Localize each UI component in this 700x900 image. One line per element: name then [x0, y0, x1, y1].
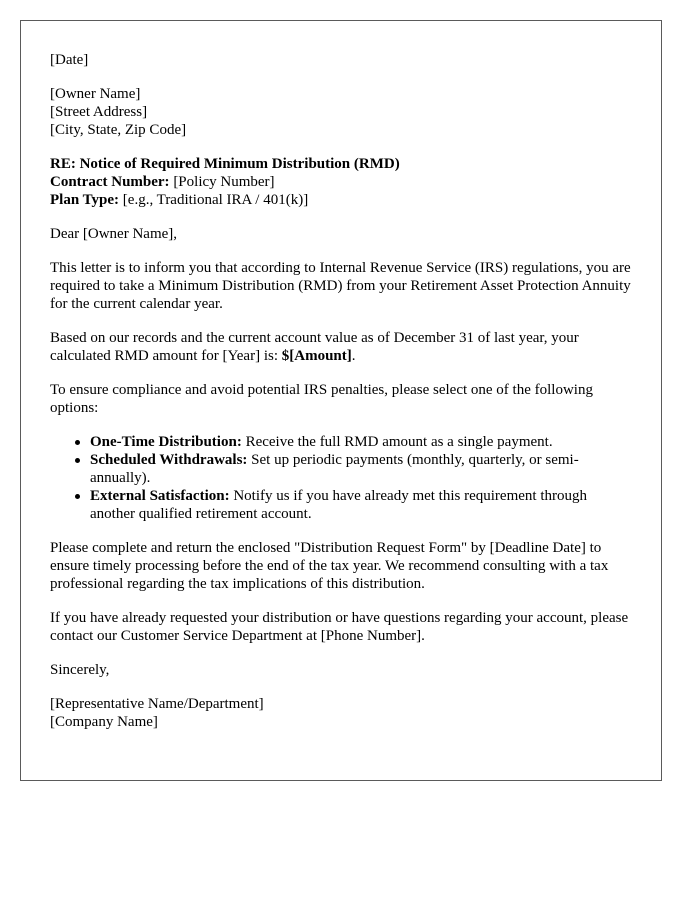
option-label: External Satisfaction:: [90, 488, 230, 504]
re-line-text: RE: Notice of Required Minimum Distribution (RMD): [50, 156, 400, 172]
signature-company: [Company Name]: [50, 714, 158, 730]
contract-value: [Policy Number]: [169, 174, 275, 190]
signature-block: [50, 695, 635, 731]
paragraph-intro: This letter is to inform you that according to Internal Revenue Service (IRS) regulations, you are required to take a Minimum Distribution (RMD) from your Retirement Asset Protection Annuity for the current calendar year.: [50, 260, 631, 312]
paragraph-form-instructions: Please complete and return the enclosed "Distribution Request Form" by [Deadline Date] to ensure timely processing before the end of the tax year. We recommend consulting with a tax professional regarding the tax implications of this distribution.: [50, 540, 609, 592]
plan-value: [e.g., Traditional IRA / 401(k)]: [119, 192, 309, 208]
recipient-city-state-zip: [City, State, Zip Code]: [50, 122, 187, 138]
re-line: [50, 155, 635, 173]
rmd-amount-period: .: [351, 348, 356, 364]
letter-page: [20, 20, 662, 781]
paragraph-rmd-amount: [50, 329, 635, 365]
plan-type-line: [50, 191, 635, 209]
option-text: Receive the full RMD amount as a single payment.: [241, 434, 553, 450]
signature-name: [Representative Name/Department]: [50, 696, 264, 712]
option-text: Set up periodic payments (monthly, quarterly, or semi-annually).: [90, 452, 579, 486]
option-text: Notify us if you have already met this requirement through another qualified retirement account.: [90, 488, 587, 522]
recipient-address: [50, 85, 635, 139]
rmd-amount-text: Based on our records and the current account value as of December 31 of last year, your calculated RMD amount for [Year] is:: [50, 330, 579, 364]
recipient-street: [Street Address]: [50, 104, 148, 120]
options-list: [50, 433, 635, 523]
contract-label: Contract Number:: [50, 174, 170, 190]
list-item: [90, 433, 635, 451]
list-item: [90, 451, 635, 487]
list-item: [90, 487, 635, 523]
closing: Sincerely,: [50, 662, 110, 678]
option-label: Scheduled Withdrawals:: [90, 452, 248, 468]
paragraph-contact: If you have already requested your distribution or have questions regarding your account, please contact our Customer Service Department at [Phone Number].: [50, 610, 629, 644]
letter-body: [50, 51, 635, 731]
reference-block: [50, 155, 635, 209]
letter-date: [Date]: [50, 52, 89, 68]
plan-label: Plan Type:: [50, 192, 120, 208]
paragraph-options-intro: To ensure compliance and avoid potential IRS penalties, please select one of the following options:: [50, 382, 593, 416]
option-label: One-Time Distribution:: [90, 434, 242, 450]
rmd-amount-value: $[Amount]: [281, 348, 352, 364]
salutation: Dear [Owner Name],: [50, 226, 178, 242]
recipient-name: [Owner Name]: [50, 86, 141, 102]
contract-number-line: [50, 173, 635, 191]
